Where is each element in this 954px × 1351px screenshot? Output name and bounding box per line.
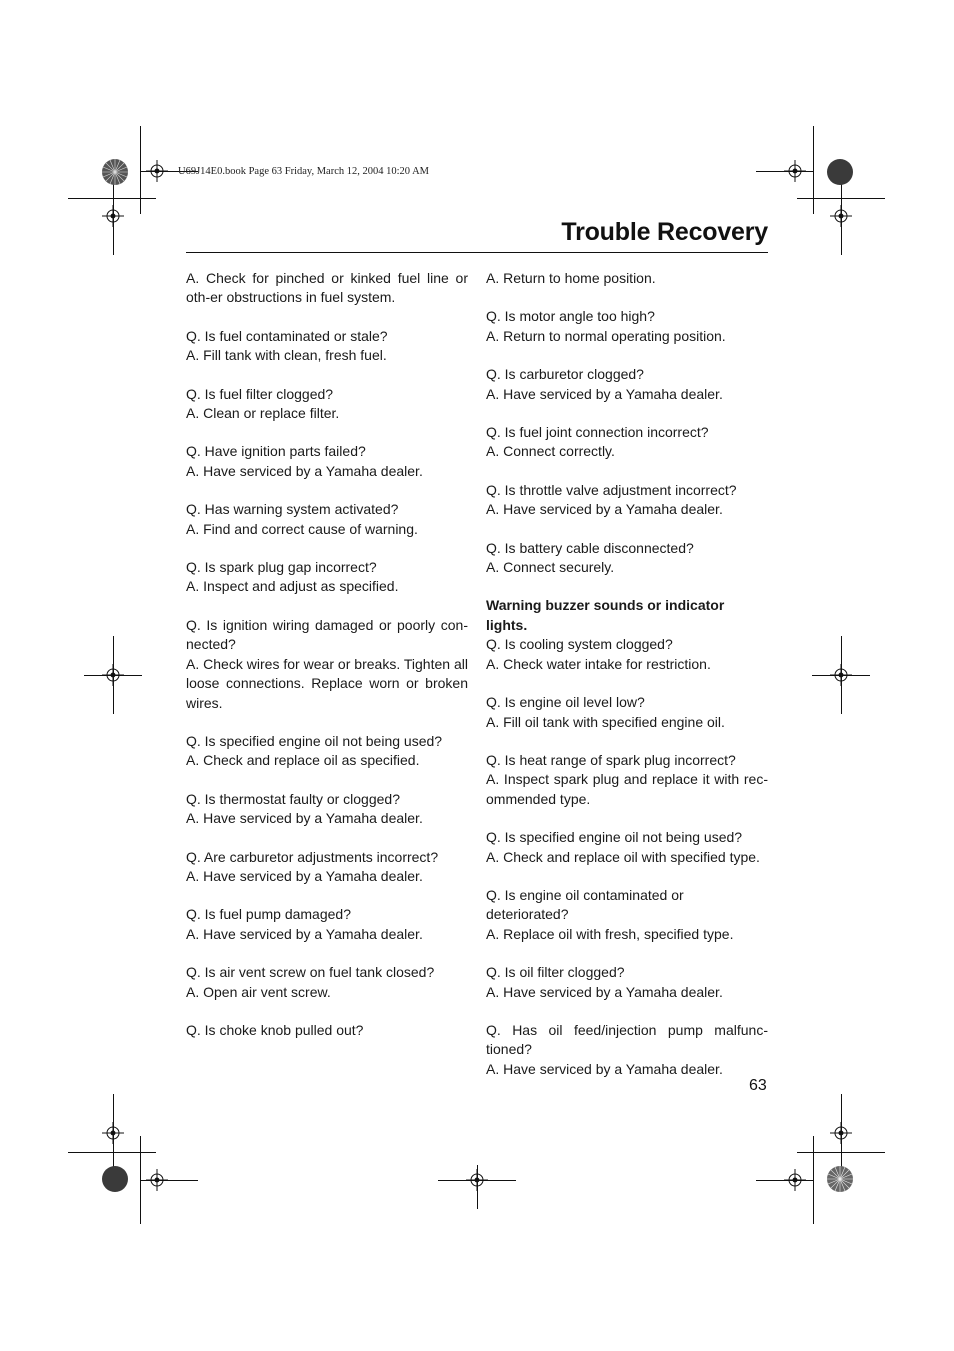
question: Q. Is fuel contaminated or stale? bbox=[186, 327, 388, 344]
qa-item bbox=[486, 751, 768, 809]
answer: A. Connect securely. bbox=[486, 559, 615, 576]
page-number: 63 bbox=[749, 1077, 767, 1094]
answer: A. Clean or replace filter. bbox=[186, 405, 340, 422]
question: Q. Has oil feed/injection pump malfunc-tioned? bbox=[486, 1021, 768, 1058]
qa-item bbox=[186, 963, 468, 1002]
qa-item bbox=[486, 423, 768, 462]
title-rule bbox=[186, 252, 768, 253]
question: Q. Is fuel pump damaged? bbox=[186, 906, 351, 923]
qa-item bbox=[186, 500, 468, 539]
registration-bar bbox=[140, 1180, 198, 1181]
right-column bbox=[486, 269, 768, 1098]
registration-bar bbox=[113, 1094, 114, 1172]
color-target-icon bbox=[826, 158, 854, 186]
question: Q. Is throttle valve adjustment incorrect? bbox=[486, 481, 737, 498]
book-info: U69J14E0.book Page 63 Friday, March 12, 2004 10:20 AM bbox=[178, 166, 430, 177]
qa-item bbox=[186, 269, 468, 308]
warning-section bbox=[486, 596, 768, 674]
question: Q. Is battery cable disconnected? bbox=[486, 539, 694, 556]
question: Q. Is ignition wiring damaged or poorly con-nected? bbox=[186, 616, 468, 653]
qa-item bbox=[486, 886, 768, 944]
qa-item bbox=[486, 1021, 768, 1079]
qa-item bbox=[486, 365, 768, 404]
question: Q. Is specified engine oil not being used? bbox=[186, 732, 443, 749]
registration-bar bbox=[812, 675, 870, 676]
qa-item bbox=[186, 616, 468, 713]
answer: A. Have serviced by a Yamaha dealer. bbox=[486, 983, 723, 1000]
registration-bar bbox=[756, 171, 814, 172]
answer: A. Have serviced by a Yamaha dealer. bbox=[486, 1060, 723, 1077]
question: Q. Is engine oil level low? bbox=[486, 694, 645, 711]
answer: A. Have serviced by a Yamaha dealer. bbox=[186, 462, 423, 479]
answer: A. Have serviced by a Yamaha dealer. bbox=[486, 385, 723, 402]
registration-bar bbox=[113, 177, 114, 255]
answer: A. Fill tank with clean, fresh fuel. bbox=[186, 347, 387, 364]
answer: A. Check and replace oil with specified type. bbox=[486, 848, 760, 865]
answer: A. Return to home position. bbox=[486, 270, 656, 286]
question: Q. Is air vent screw on fuel tank closed? bbox=[186, 964, 435, 981]
answer: A. Have serviced by a Yamaha dealer. bbox=[186, 810, 423, 827]
question: Q. Is engine oil contaminated or deteriorated? bbox=[486, 886, 684, 923]
qa-item bbox=[186, 558, 468, 597]
qa-item bbox=[486, 828, 768, 867]
qa-item bbox=[486, 539, 768, 578]
answer: A. Inspect and adjust as specified. bbox=[186, 578, 399, 595]
question: Q. Is specified engine oil not being used? bbox=[486, 829, 743, 846]
color-target-icon bbox=[101, 158, 129, 186]
qa-item bbox=[186, 732, 468, 771]
qa-item bbox=[486, 481, 768, 520]
qa-item bbox=[486, 693, 768, 732]
color-target-icon bbox=[101, 1165, 129, 1193]
question: Q. Is spark plug gap incorrect? bbox=[186, 559, 377, 576]
registration-bar bbox=[841, 1094, 842, 1172]
answer: A. Check wires for wear or breaks. Tighten all loose connections. Replace worn or broken wires. bbox=[186, 655, 468, 711]
registration-bar bbox=[477, 1165, 478, 1209]
qa-item bbox=[186, 848, 468, 887]
qa-item bbox=[486, 307, 768, 346]
qa-item bbox=[486, 963, 768, 1002]
answer: A. Inspect spark plug and replace it with rec-ommended type. bbox=[486, 771, 768, 807]
qa-item bbox=[186, 790, 468, 829]
qa-item bbox=[186, 905, 468, 944]
answer: A. Fill oil tank with specified engine oil. bbox=[486, 713, 725, 730]
answer: A. Open air vent screw. bbox=[186, 983, 331, 1000]
left-column bbox=[186, 269, 468, 1059]
question: Q. Is oil filter clogged? bbox=[486, 964, 625, 981]
question: Q. Is fuel joint connection incorrect? bbox=[486, 424, 709, 441]
question: Q. Are carburetor adjustments incorrect? bbox=[186, 848, 439, 865]
question: Q. Is choke knob pulled out? bbox=[186, 1021, 364, 1038]
qa-item bbox=[186, 1021, 468, 1040]
page-title: Trouble Recovery bbox=[561, 218, 768, 246]
answer: A. Check for pinched or kinked fuel line or oth-er obstructions in fuel system. bbox=[186, 270, 468, 306]
answer: A. Have serviced by a Yamaha dealer. bbox=[186, 925, 423, 942]
answer: A. Return to normal operating position. bbox=[486, 327, 726, 344]
question: Q. Have ignition parts failed? bbox=[186, 443, 366, 460]
answer: A. Connect correctly. bbox=[486, 443, 615, 460]
answer: A. Check and replace oil as specified. bbox=[186, 752, 420, 769]
question: Q. Is heat range of spark plug incorrect? bbox=[486, 751, 736, 768]
color-target-icon bbox=[826, 1165, 854, 1193]
qa-item bbox=[186, 327, 468, 366]
question: Q. Is carburetor clogged? bbox=[486, 366, 644, 383]
question: Q. Has warning system activated? bbox=[186, 501, 399, 518]
registration-bar bbox=[84, 675, 142, 676]
registration-bar bbox=[756, 1180, 814, 1181]
question: Q. Is cooling system clogged? bbox=[486, 636, 673, 653]
answer: A. Check water intake for restriction. bbox=[486, 655, 711, 672]
section-heading: Warning buzzer sounds or indicator lights. bbox=[486, 597, 725, 633]
registration-bar bbox=[841, 177, 842, 255]
answer: A. Have serviced by a Yamaha dealer. bbox=[486, 501, 723, 518]
qa-item bbox=[186, 442, 468, 481]
answer: A. Replace oil with fresh, specified type. bbox=[486, 925, 734, 942]
answer: A. Find and correct cause of warning. bbox=[186, 520, 418, 537]
question: Q. Is thermostat faulty or clogged? bbox=[186, 790, 400, 807]
question: Q. Is motor angle too high? bbox=[486, 308, 655, 325]
qa-item bbox=[186, 385, 468, 424]
qa-item bbox=[486, 269, 768, 288]
question: Q. Is fuel filter clogged? bbox=[186, 385, 334, 402]
answer: A. Have serviced by a Yamaha dealer. bbox=[186, 867, 423, 884]
